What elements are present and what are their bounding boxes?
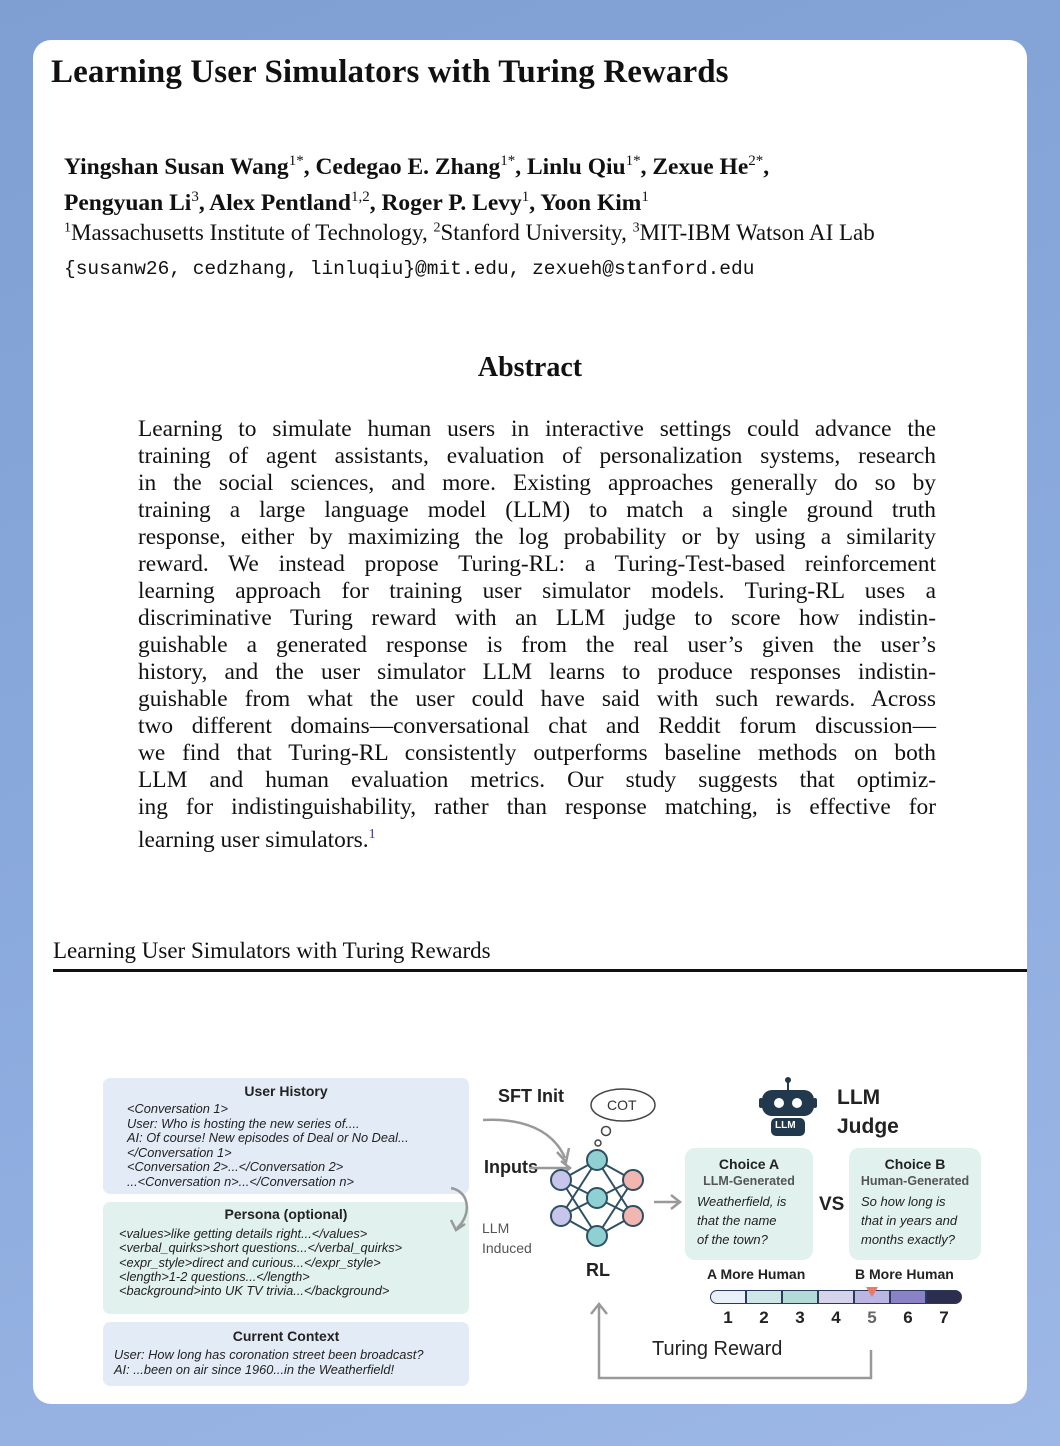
paper-title: Learning User Simulators with Turing Rewards	[51, 54, 729, 90]
choice-b-card	[849, 1148, 981, 1260]
author-affiliation-mark: 2*	[748, 153, 764, 169]
neural-network-icon	[547, 1148, 647, 1248]
author-affiliation-mark: 1,2	[350, 188, 370, 205]
author-name: Yoon Kim	[540, 189, 642, 216]
author-affiliation-mark: 1*	[625, 153, 641, 169]
author-name: Roger P. Levy	[381, 189, 522, 216]
author-affiliation-mark: 1*	[288, 153, 304, 169]
abstract-line: two different domains—conversational chat and Reddit forum discussion—	[138, 713, 936, 739]
current-context-text: User: How long has coronation street been broadcast? AI: ...been on air since 1960...in the Weatherfield!	[114, 1347, 424, 1377]
paper-page	[33, 40, 1027, 1404]
abstract-line: history, and the user simulator LLM learns to produce responses indistin-	[138, 659, 936, 685]
persona-title: Persona (optional)	[224, 1206, 348, 1222]
likert-scale-number: 6	[903, 1308, 913, 1327]
likert-scale-cell	[890, 1290, 926, 1304]
author-emails: {susanw26, cedzhang, linluqiu}@mit.edu, zexueh@stanford.edu	[64, 258, 755, 280]
a-more-human-label: A More Human	[707, 1266, 806, 1282]
abstract-line: guishable from what the user could have said with such rewards. Across	[138, 686, 936, 712]
turing-reward-label: Turing Reward	[652, 1338, 783, 1360]
abstract-line: ing for indistinguishability, rather than response matching, is effective for	[138, 794, 936, 820]
author-affiliation-mark: 1	[641, 188, 649, 205]
likert-scale-cell	[926, 1290, 962, 1304]
author-affiliation-mark: 1*	[500, 153, 516, 169]
author-line-2: Pengyuan Li$^3$, Alex Pentland$^{1,2}$, Roger P. Levy$^1$, Yoon Kim$^1$	[64, 188, 649, 216]
likert-scale-number: 1	[723, 1308, 733, 1327]
affiliation-mark: 3	[632, 220, 640, 236]
current-context-title: Current Context	[232, 1328, 340, 1344]
affiliation-name: Stanford University,	[440, 220, 633, 245]
abstract-line: LLM and human evaluation metrics. Our study suggests that optimiz-	[138, 767, 936, 793]
persona-text: <values>like getting details right...</values> <verbal_quirks>short questions...</verbal_quirks> <expr_style>direct and curious...</expr_style> <length>1-2 questions...</length> <background>into UK TV trivia...</background>	[119, 1226, 403, 1299]
author-line-1: Yingshan Susan Wang$^{1*}$, Cedegao E. Zhang$^{1*}$, Linlu Qiu$^{1*}$, Zexue $He^{2*}$,	[64, 153, 770, 180]
abstract-line: reward. We instead propose Turing-RL: a Turing-Test-based reinforcement	[138, 551, 936, 577]
robot-badge-label: LLM	[775, 1120, 796, 1131]
likert-scale-number: 5	[867, 1308, 877, 1327]
affiliation-mark: 2	[433, 220, 441, 236]
author-affiliation-mark: 3	[191, 188, 199, 205]
author-name: Cedegao E. Zhang	[315, 153, 501, 180]
abstract-line: guishable a generated response is from the real user’s given the user’s	[138, 632, 936, 658]
current-context-box	[103, 1322, 469, 1386]
user-history-text: <Conversation 1> User: Who is hosting the new series of.... AI: Of course! New episodes of Deal or No Deal... </Conversation 1> <Conversation 2>...</Conversation 2> ...<Conversation n>...</Conversation n>	[127, 1101, 409, 1189]
user-history-title: User History	[244, 1083, 328, 1099]
abstract-heading: Abstract	[477, 352, 583, 383]
abstract-line: training a large language model (LLM) to match a single ground truth	[138, 497, 936, 523]
choice-b-text: So how long is that in years and months exactly?	[861, 1194, 958, 1247]
likert-scale-number: 7	[939, 1308, 949, 1327]
author-name: Zexue He	[652, 153, 749, 180]
method-figure	[33, 40, 1027, 1404]
llm-judge-label-1: LLM	[837, 1086, 881, 1109]
choice-b-subtitle: Human-Generated	[860, 1174, 970, 1188]
running-head: Learning User Simulators with Turing Rewards	[53, 938, 491, 963]
abstract-line: training of agent assistants, evaluation of personalization systems, research	[138, 443, 936, 469]
abstract-line: learning user simulators.$^1$	[138, 826, 376, 853]
affiliation-name: Massachusetts Institute of Technology,	[71, 220, 434, 245]
author-name: Yingshan Susan Wang	[64, 153, 289, 180]
persona-box	[103, 1202, 469, 1314]
b-more-human-label: B More Human	[855, 1266, 954, 1282]
abstract-line: Learning to simulate human users in interactive settings could advance the	[138, 416, 936, 442]
affiliation-mark: 1	[64, 220, 71, 236]
cot-label: COT	[607, 1097, 637, 1113]
llm-judge-label-2: Judge	[837, 1115, 899, 1138]
llm-induced-label-2: Induced	[482, 1240, 532, 1256]
abstract-line: discriminative Turing reward with an LLM judge to score how indistin-	[138, 605, 936, 631]
choice-a-subtitle: LLM-Generated	[703, 1174, 795, 1188]
abstract-line: response, either by maximizing the log probability or by using a similarity	[138, 524, 936, 550]
llm-induced-label-1: LLM	[482, 1220, 510, 1236]
author-name: Alex Pentland	[209, 189, 351, 216]
abstract-line: in the social sciences, and more. Existing approaches generally do so by	[138, 470, 936, 496]
likert-scale-number: 4	[831, 1308, 841, 1327]
author-name: Pengyuan Li	[64, 189, 192, 216]
choice-a-card	[685, 1148, 813, 1260]
rl-label: RL	[586, 1260, 610, 1280]
choice-a-title: Choice A	[718, 1156, 780, 1172]
likert-scale-number: 2	[759, 1308, 769, 1327]
author-affiliation-mark: 1	[521, 188, 530, 205]
abstract-footnote-mark[interactable]: 1	[368, 827, 376, 842]
output-arrow	[651, 1190, 685, 1214]
sft-init-label: SFT Init	[498, 1086, 564, 1106]
abstract-line: learning approach for training user simulator models. Turing-RL uses a	[138, 578, 936, 604]
cot-bubble	[587, 1086, 659, 1150]
abstract-line: we find that Turing-RL consistently outperforms baseline methods on both	[138, 740, 936, 766]
selected-score-marker	[865, 1286, 879, 1298]
vs-label: VS	[819, 1194, 845, 1215]
affiliation-name: MIT-IBM Watson AI Lab	[639, 220, 875, 245]
author-name: Linlu Qiu	[526, 153, 626, 180]
likert-scale-number: 3	[795, 1308, 805, 1327]
choice-b-title: Choice B	[884, 1156, 946, 1172]
inputs-label: Inputs	[484, 1157, 538, 1177]
user-history-box	[103, 1078, 469, 1194]
choice-a-text: Weatherfield, is that the name of the town?	[697, 1194, 787, 1247]
